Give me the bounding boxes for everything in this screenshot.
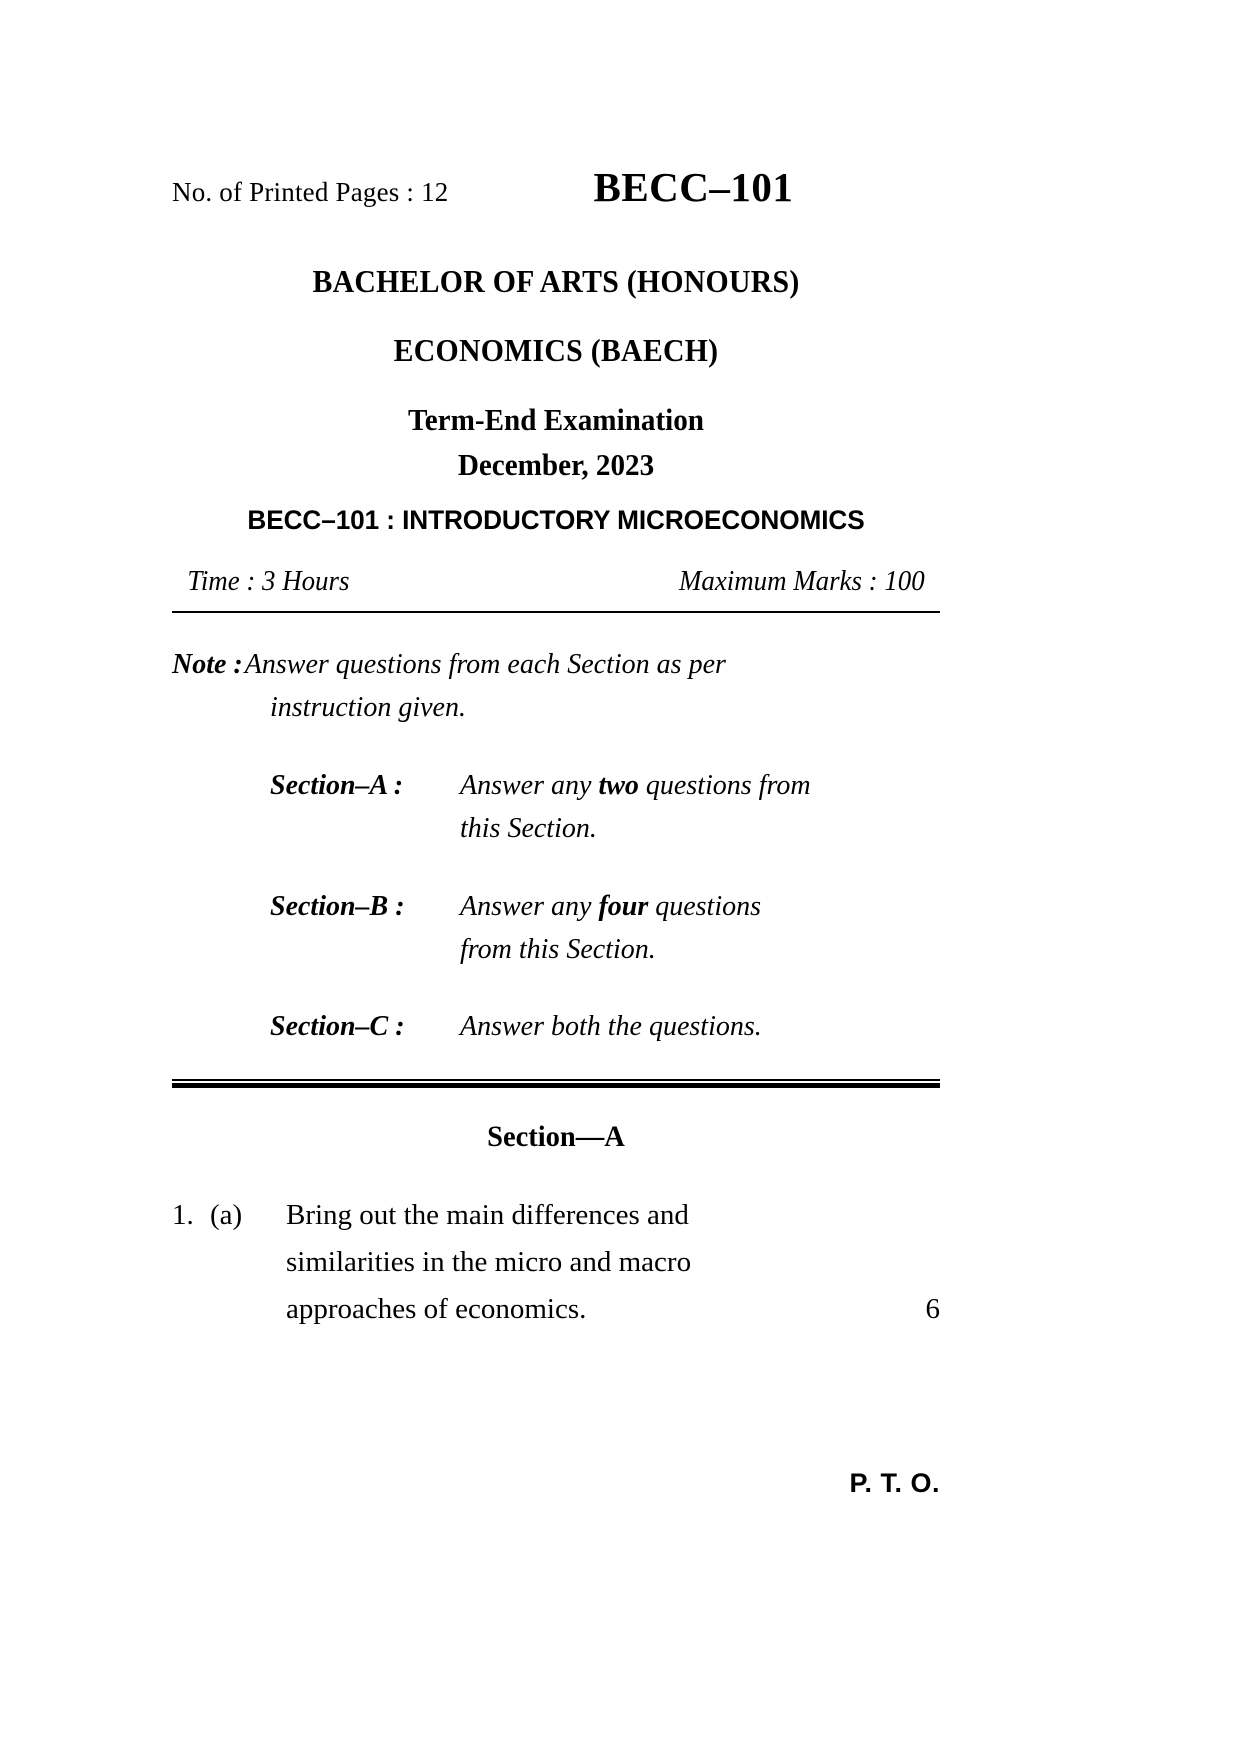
header-divider-rule (172, 611, 940, 613)
question-line-2: similarities in the micro and macro (286, 1245, 692, 1278)
title-block (172, 263, 940, 536)
subject-title: BECC–101 : INTRODUCTORY MICROECONOMICS (247, 505, 865, 535)
section-b-instruction-label: Section–B : (270, 890, 405, 922)
course-code-heading: BECC–101 (593, 164, 794, 210)
time-allowed: Time : 3 Hours (187, 566, 350, 597)
question-line-3: approaches of economics. (286, 1292, 587, 1325)
section-b-text-after: questions (648, 890, 762, 922)
question-last-line-row (286, 1286, 940, 1333)
section-a-instruction-line-2: this Section. (460, 813, 597, 845)
question-sub-label: (a) (210, 1198, 243, 1231)
section-a-instruction-text (460, 764, 940, 851)
section-a-instruction (270, 764, 940, 851)
note-block (172, 643, 940, 730)
examination-type: Term-End Examination (407, 402, 705, 437)
programme-title-line-2: ECONOMICS (BAECH) (393, 332, 719, 368)
page-turn-over-footer: P. T. O. (849, 1468, 940, 1498)
printed-pages-label: No. of Printed Pages : 12 (172, 177, 449, 207)
section-a-text-after: questions from (638, 769, 811, 801)
section-c-instruction (270, 1005, 940, 1048)
section-c-text-before: Answer both the questions. (460, 1011, 762, 1043)
note-text-line-2: instruction given. (270, 692, 466, 724)
question-line-1: Bring out the main differences and (286, 1198, 689, 1231)
divider-thick-line (172, 1083, 940, 1088)
section-a-text-before: Answer any (460, 769, 599, 801)
section-c-instruction-text (460, 1005, 940, 1048)
divider-thin-line (172, 1079, 940, 1081)
section-b-emphasis: four (598, 890, 649, 922)
section-b-instruction-line-2: from this Section. (460, 933, 656, 965)
question-number: 1. (172, 1198, 194, 1231)
programme-title-line-1: BACHELOR OF ARTS (HONOURS) (312, 263, 800, 299)
question-body (286, 1192, 940, 1333)
note-text-line-1: Answer questions from each Section as per (244, 649, 726, 680)
section-a-emphasis: two (598, 769, 639, 801)
page-content (172, 0, 940, 1498)
question-1a (172, 1192, 940, 1333)
section-b-instruction (270, 885, 940, 972)
section-divider-double-rule (172, 1079, 940, 1086)
time-and-marks-row (187, 566, 924, 598)
section-a-instruction-label: Section–A : (270, 769, 404, 801)
page-header (172, 163, 940, 211)
section-a-heading: Section—A (487, 1119, 625, 1153)
note-label: Note : (172, 649, 243, 680)
section-b-instruction-text (460, 885, 940, 972)
examination-session: December, 2023 (457, 447, 655, 482)
question-marks: 6 (925, 1292, 940, 1325)
section-b-text-before: Answer any (460, 890, 599, 922)
section-c-instruction-label: Section–C : (270, 1011, 405, 1043)
maximum-marks: Maximum Marks : 100 (679, 566, 925, 597)
